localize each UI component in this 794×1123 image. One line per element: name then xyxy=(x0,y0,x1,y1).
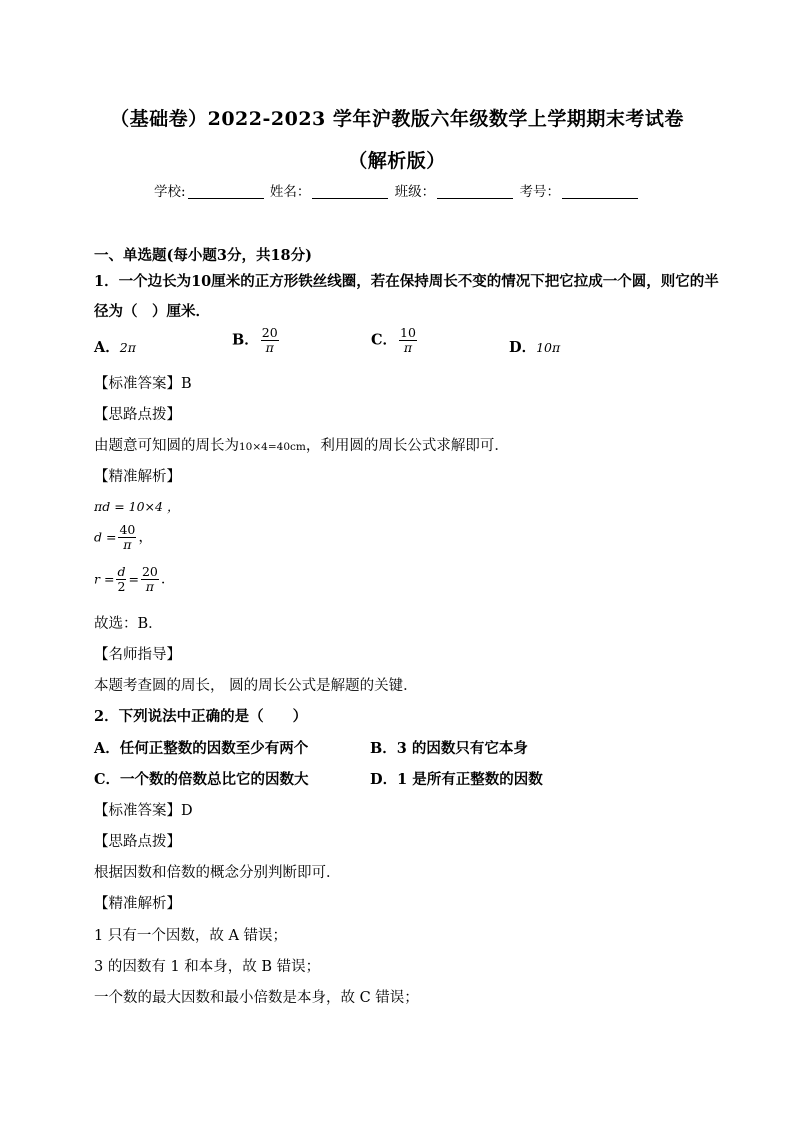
q1-step3-fraction2 xyxy=(141,565,159,594)
q2-answer-label: 【标准答案】 xyxy=(94,803,181,819)
q2-analysis-line2: 3 的因数有 1 和本身，故 B 错误； xyxy=(94,959,321,975)
section-heading: 一、单选题(每小题3分，共18分) xyxy=(94,247,312,264)
q1-option-a-value: 2π xyxy=(119,340,136,355)
q1-step2-lhs: d = xyxy=(94,529,117,545)
document-title: （基础卷）2022-2023 学年沪教版六年级数学上学期期末考试卷 xyxy=(110,108,684,130)
q2-stem: 2．下列说法中正确的是（ ） xyxy=(94,708,308,725)
q1-step3-lhs: r = xyxy=(94,571,115,587)
q1-hint-text-pre: 由题意可知圆的周长为 xyxy=(94,438,239,454)
q1-hint-label: 【思路点拨】 xyxy=(94,407,181,423)
q1-step2-numerator: 40 xyxy=(119,522,136,537)
q1-step3-numerator2: 20 xyxy=(141,564,158,579)
q1-step3-numerator1: d xyxy=(117,564,126,579)
q1-stem-line2: 径为（ ）厘米． xyxy=(94,303,210,320)
document-subtitle: （解析版） xyxy=(348,150,446,172)
q1-step2 xyxy=(94,523,153,552)
q1-choose: 故选：B． xyxy=(94,616,163,632)
q1-step2-tail: ， xyxy=(138,529,153,546)
q1-option-c-numerator: 10 xyxy=(400,325,416,340)
student-info-line xyxy=(0,180,794,200)
q2-answer-value: D xyxy=(181,803,193,819)
school-blank xyxy=(188,184,264,199)
q1-hint-formula: 10×4=40cm xyxy=(239,441,306,453)
name-blank xyxy=(312,184,388,199)
q1-analysis-label: 【精准解析】 xyxy=(94,469,181,485)
q1-option-d xyxy=(509,336,560,357)
q2-hint-text: 根据因数和倍数的概念分别判断即可． xyxy=(94,865,341,881)
q1-option-c-fraction xyxy=(399,326,417,355)
q1-option-a-label: A． xyxy=(94,339,120,356)
q1-answer-value: B xyxy=(181,376,192,392)
q1-option-b-denominator: π xyxy=(265,340,274,355)
q1-teacher-label: 【名师指导】 xyxy=(94,647,181,663)
q1-step3-denominator2: π xyxy=(145,579,154,594)
q1-step3-equals: = xyxy=(128,571,139,587)
number-label: 考号： xyxy=(519,184,560,200)
q1-hint-text-post: ，利用圆的周长公式求解即可． xyxy=(305,438,509,454)
q2-option-a: A．任何正整数的因数至少有两个 xyxy=(94,740,309,757)
q1-step3-fraction1 xyxy=(116,565,126,594)
q1-option-b-label: B． xyxy=(232,331,259,349)
q1-step3-tail: ． xyxy=(160,571,176,588)
q1-answer-label: 【标准答案】 xyxy=(94,376,181,392)
q2-analysis-line1: 1 只有一个因数，故 A 错误； xyxy=(94,928,288,944)
q1-hint xyxy=(94,434,509,455)
q1-step2-fraction xyxy=(118,523,136,552)
q1-option-b-fraction xyxy=(261,326,279,355)
q2-analysis-label: 【精准解析】 xyxy=(94,896,181,912)
q1-option-b-numerator: 20 xyxy=(261,325,278,340)
q1-step3-denominator1: 2 xyxy=(117,579,126,594)
school-label: 学校: xyxy=(154,184,186,200)
q2-option-c: C．一个数的倍数总比它的因数大 xyxy=(94,771,309,788)
q1-step2-denominator: π xyxy=(123,537,132,552)
q2-option-d: D．1 是所有正整数的因数 xyxy=(370,771,543,788)
q1-option-b xyxy=(232,326,281,355)
q2-option-b: B．3 的因数只有它本身 xyxy=(370,740,528,757)
name-label: 姓名： xyxy=(269,184,311,200)
number-blank xyxy=(562,184,638,199)
q1-answer xyxy=(94,372,192,393)
q1-option-d-value: 10π xyxy=(536,340,561,355)
q1-stem-line1: 1．一个边长为10厘米的正方形铁丝线圈，若在保持周长不变的情况下把它拉成一个圆，则它的半 xyxy=(94,273,719,290)
q2-hint-label: 【思路点拨】 xyxy=(94,834,181,850)
q1-option-c-label: C． xyxy=(371,331,398,349)
q1-option-c-denominator: π xyxy=(403,340,413,355)
class-label: 班级： xyxy=(394,184,436,200)
q2-answer xyxy=(94,799,193,820)
q1-step1: πd = 10×4 ， xyxy=(94,499,180,514)
q1-step3 xyxy=(94,565,175,594)
q1-teacher-text: 本题考查圆的周长， 圆的周长公式是解题的关键． xyxy=(94,678,418,694)
q1-option-a xyxy=(94,336,136,357)
q2-analysis-line3: 一个数的最大因数和最小倍数是本身，故 C 错误； xyxy=(94,990,419,1006)
q1-option-c xyxy=(371,326,419,355)
class-blank xyxy=(437,184,513,199)
q1-option-d-label: D． xyxy=(509,339,537,356)
